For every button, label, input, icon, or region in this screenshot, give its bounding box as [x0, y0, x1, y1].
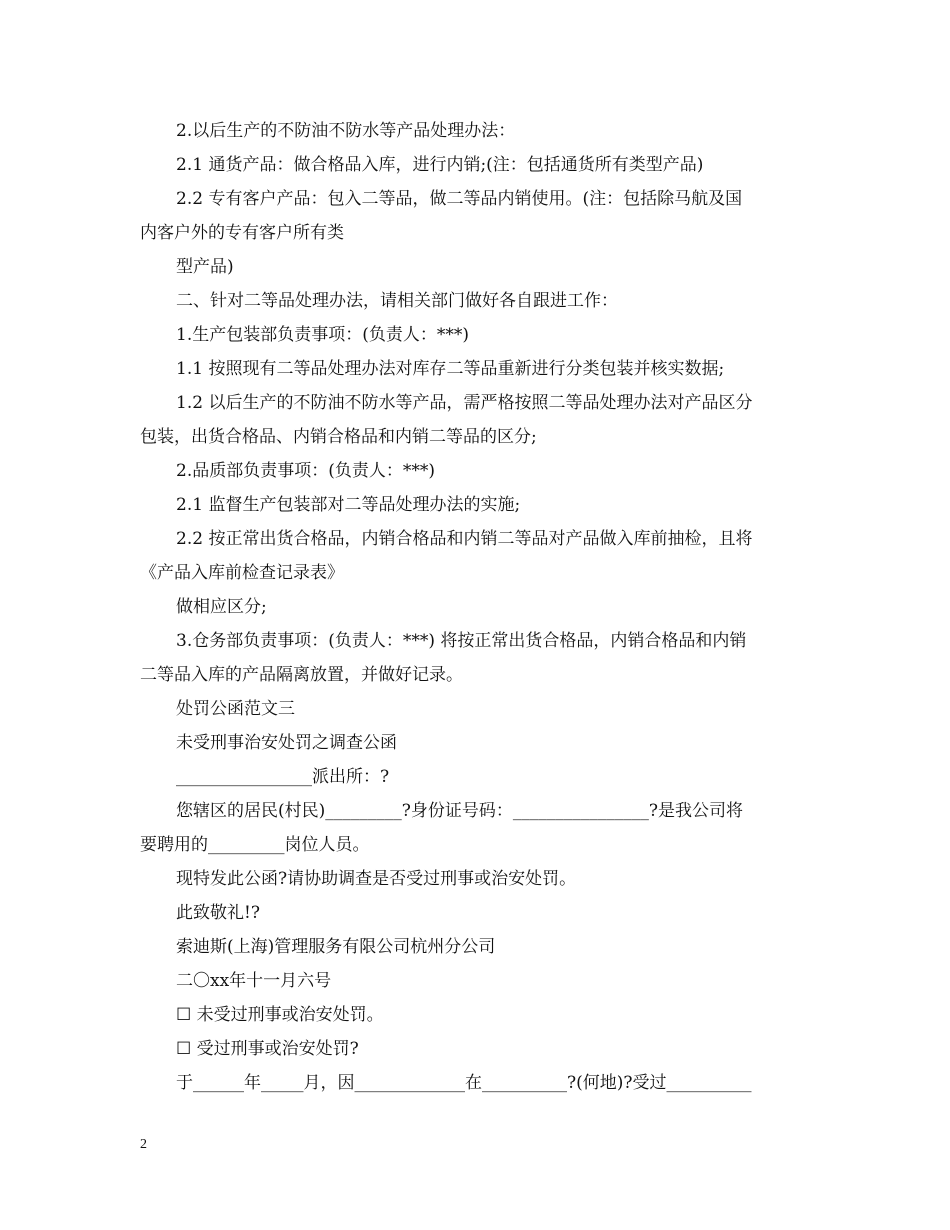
paragraph-line: 您辖区的居民(村民)_________?身份证号码：________________?是我公司将	[176, 801, 743, 821]
paragraph-line: 2.1 通货产品：做合格品入库，进行内销;(注：包括通货所有类型产品)	[176, 155, 704, 175]
company-name: 索迪斯(上海)管理服务有限公司杭州分公司	[176, 937, 496, 957]
form-blank-line: 于______年_____月，因_____________在__________?(何地)?受过__________	[176, 1073, 752, 1093]
paragraph-line: 做相应区分;	[176, 597, 267, 617]
checkbox-option-has-record: ☐ 受过刑事或治安处罚?	[176, 1039, 359, 1059]
section-heading: 二、针对二等品处理办法，请相关部门做好各自跟进工作：	[176, 291, 618, 311]
checkbox-option-no-record: ☐ 未受过刑事或治安处罚。	[176, 1005, 384, 1025]
paragraph-line: 2.2 按正常出货合格品，内销合格品和内销二等品对产品做入库前抽检，且将	[176, 529, 753, 549]
paragraph-line: 1.生产包装部负责事项：(负责人：***)	[176, 325, 469, 345]
paragraph-line: 二等品入库的产品隔离放置，并做好记录。	[140, 665, 463, 685]
paragraph-line: 3.仓务部负责事项：(负责人：***) 将按正常出货合格品，内销合格品和内销	[176, 631, 747, 651]
paragraph-line: 2.以后生产的不防油不防水等产品处理办法：	[176, 121, 516, 141]
page-number: 2	[140, 1137, 147, 1152]
paragraph-line: 1.2 以后生产的不防油不防水等产品，需严格按照二等品处理办法对产品区分	[176, 393, 753, 413]
paragraph-line: 内客户外的专有客户所有类	[140, 223, 344, 243]
paragraph-line: 2.2 专有客户产品：包入二等品，做二等品内销使用。(注：包括除马航及国	[176, 189, 743, 209]
paragraph-line: 2.品质部负责事项：(负责人：***)	[176, 461, 435, 481]
addressee-line: ________________派出所：?	[176, 767, 390, 787]
letter-title: 未受刑事治安处罚之调查公函	[176, 733, 397, 753]
paragraph-line: 型产品)	[176, 257, 234, 277]
paragraph-line: 《产品入库前检查记录表》	[140, 563, 344, 583]
paragraph-line: 1.1 按照现有二等品处理办法对库存二等品重新进行分类包装并核实数据;	[176, 359, 725, 379]
date-line: 二〇xx年十一月六号	[176, 971, 332, 991]
section-title: 处罚公函范文三	[176, 699, 295, 719]
paragraph-line: 2.1 监督生产包装部对二等品处理办法的实施;	[176, 495, 521, 515]
paragraph-line: 要聘用的_________岗位人员。	[140, 835, 370, 855]
paragraph-line: 现特发此公函?请协助调查是否受过刑事或治安处罚。	[176, 869, 577, 889]
closing-line: 此致敬礼!?	[176, 903, 260, 923]
paragraph-line: 包装，出货合格品、内销合格品和内销二等品的区分;	[140, 427, 537, 447]
